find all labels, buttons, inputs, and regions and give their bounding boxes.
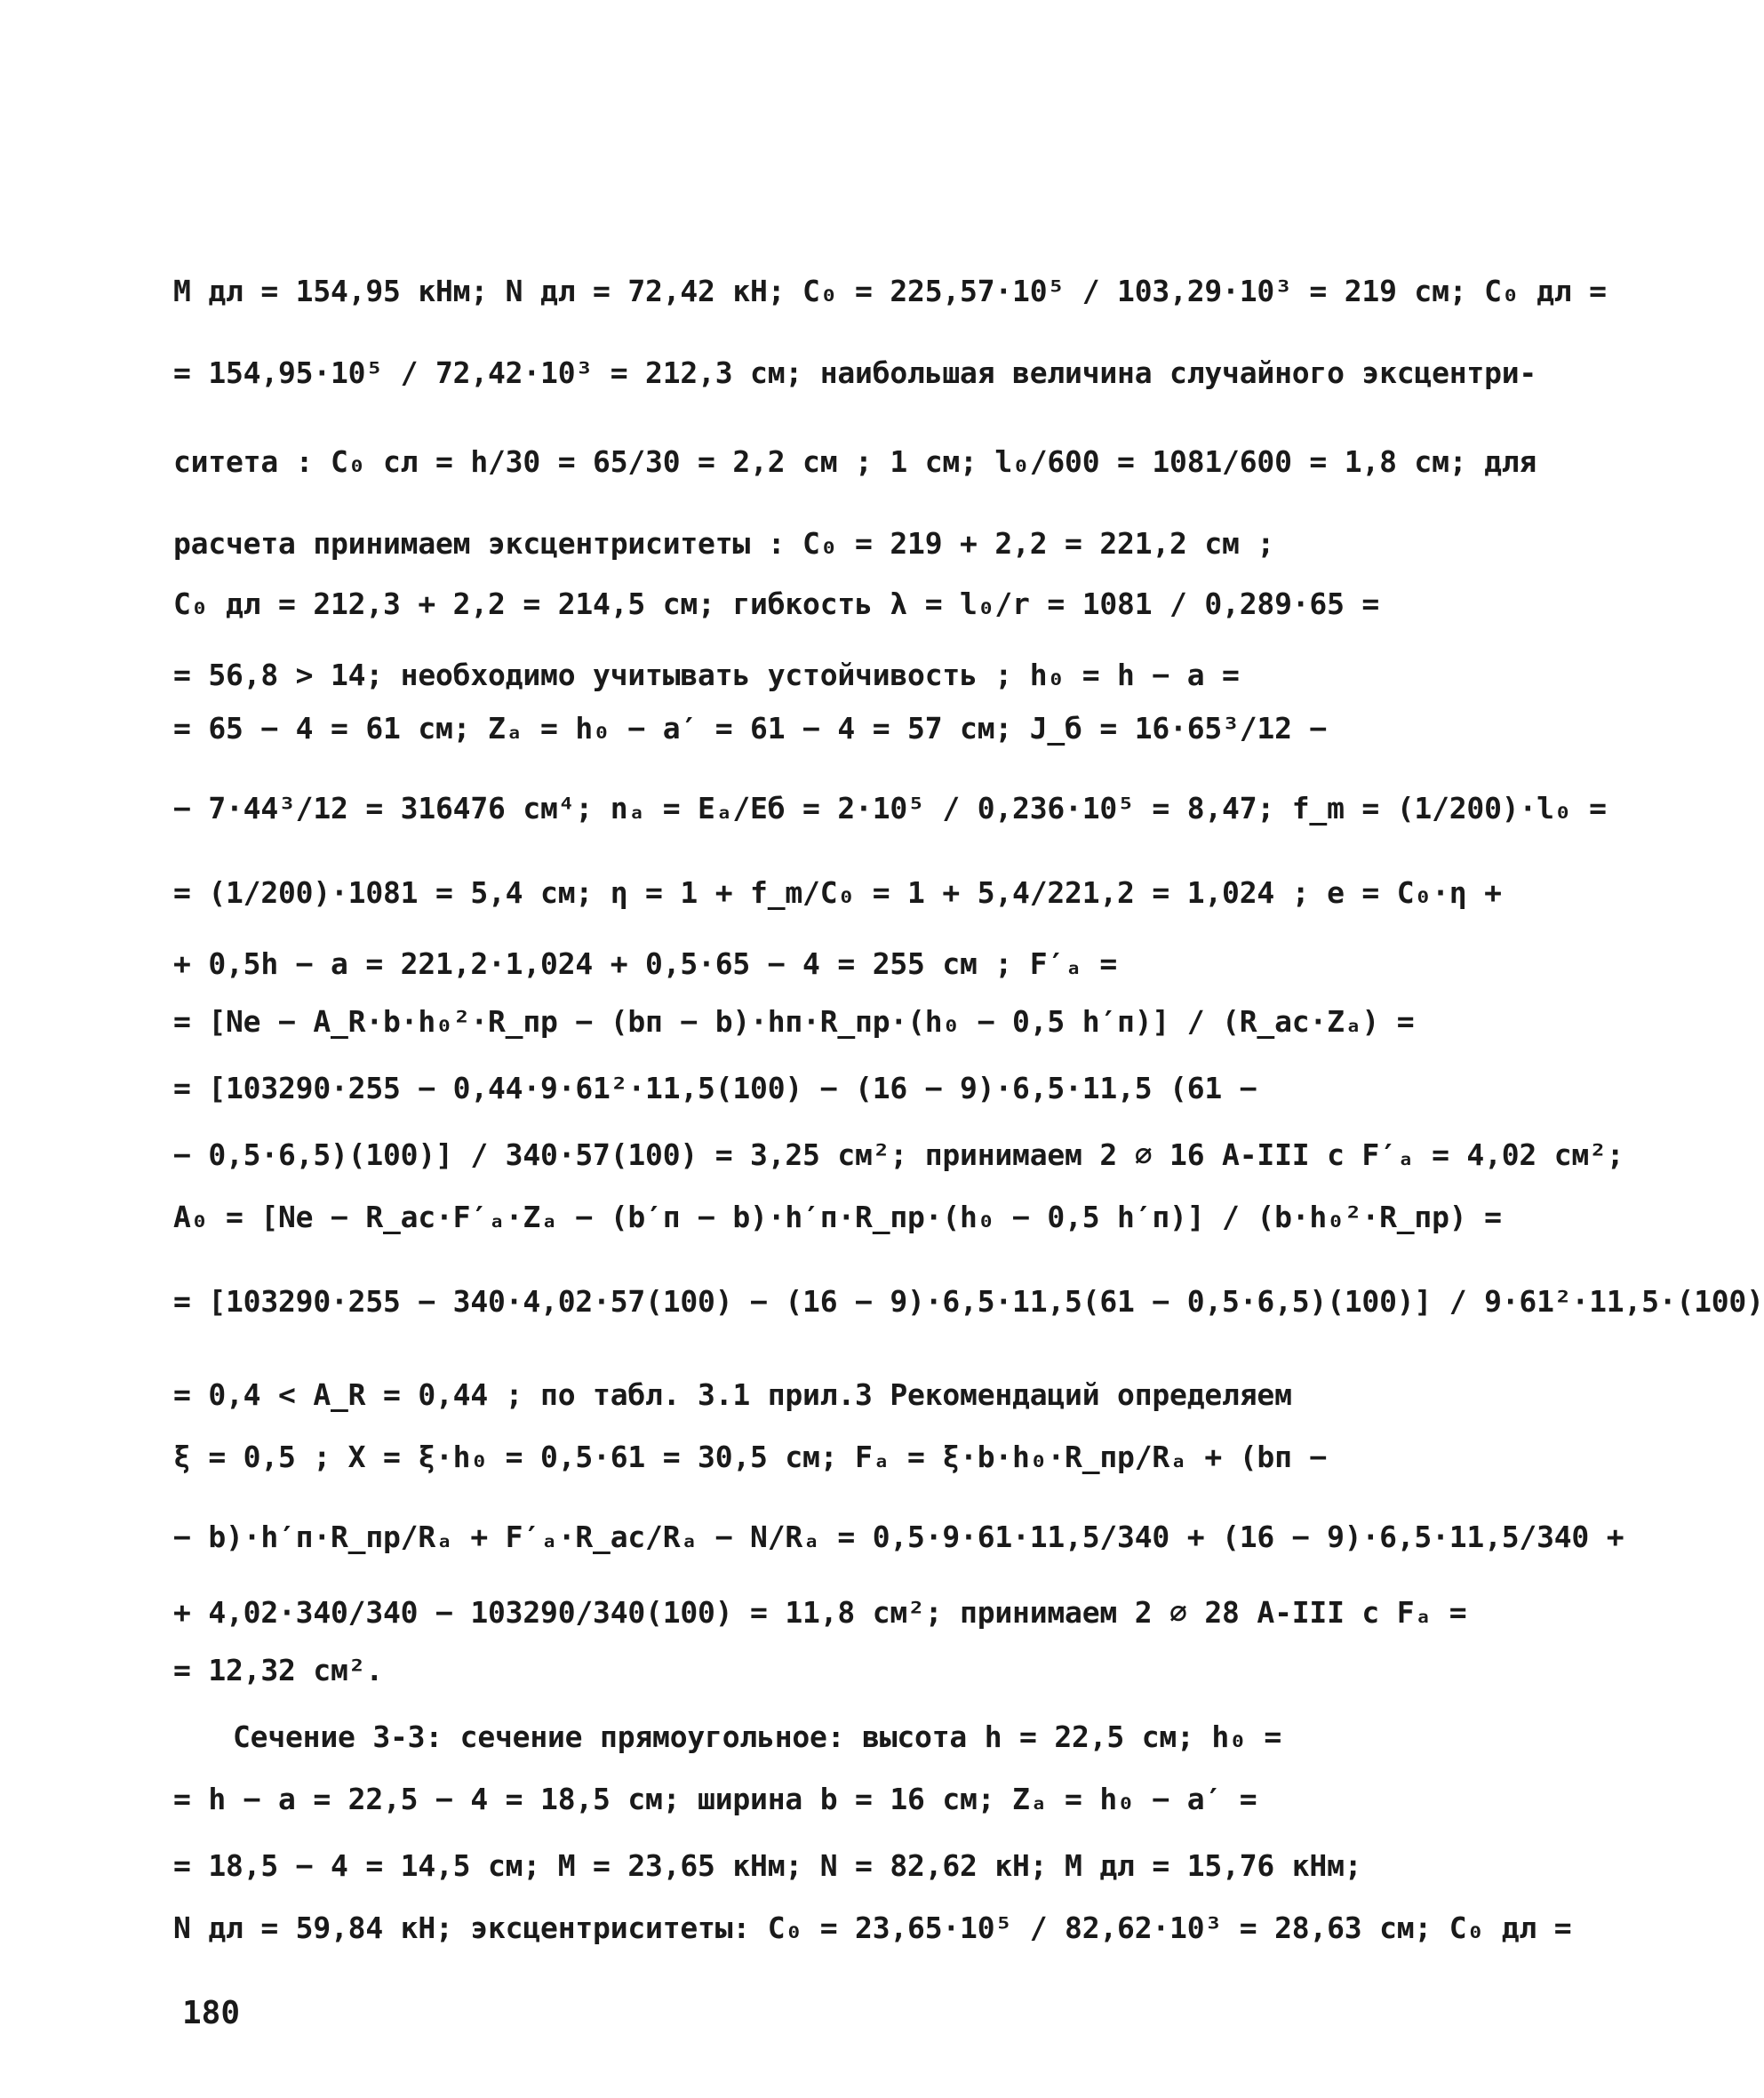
text-line: + 4,02·340/340 − 103290/340(100) = 11,8 см²; принимаем 2 ⌀ 28 А-III с Fₐ = (173, 1595, 1467, 1630)
text-line: расчета принимаем эксцентриситеты : C₀ = 219 + 2,2 = 221,2 см ; (173, 526, 1275, 561)
text-line: = h − a = 22,5 − 4 = 18,5 см; ширина b = 16 см; Zₐ = h₀ − a′ = (173, 1782, 1257, 1816)
text-line: = 65 − 4 = 61 см; Zₐ = h₀ − a′ = 61 − 4 = 57 см; J_б = 16·65³/12 − (173, 711, 1328, 746)
page-number: 180 (182, 1995, 241, 2031)
text-line: = [103290·255 − 0,44·9·61²·11,5(100) − (16 − 9)·6,5·11,5 (61 − (173, 1071, 1257, 1105)
text-line: C₀ дл = 212,3 + 2,2 = 214,5 см; гибкость λ = l₀/r = 1081 / 0,289·65 = (173, 586, 1380, 621)
text-line: + 0,5h − a = 221,2·1,024 + 0,5·65 − 4 = 255 см ; F′ₐ = (173, 946, 1118, 981)
text-line: = [103290·255 − 340·4,02·57(100) − (16 − 9)·6,5·11,5(61 − 0,5·6,5)(100)] / 9·61²·11,5·(100) (173, 1284, 1764, 1319)
text-line: − 0,5·6,5)(100)] / 340·57(100) = 3,25 см²; принимаем 2 ⌀ 16 А-III с F′ₐ = 4,02 см²; (173, 1137, 1624, 1172)
text-line: = 12,32 см². (173, 1653, 384, 1687)
text-line: = 56,8 > 14; необходимо учитывать устойчивость ; h₀ = h − a = (173, 658, 1240, 692)
text-line: = 154,95·10⁵ / 72,42·10³ = 212,3 см; наибольшая величина случайного эксцентри- (173, 355, 1537, 390)
text-line: = (1/200)·1081 = 5,4 см; η = 1 + f_m/C₀ = 1 + 5,4/221,2 = 1,024 ; e = C₀·η + (173, 875, 1502, 910)
text-line: − 7·44³/12 = 316476 см⁴; nₐ = Eₐ/Eб = 2·10⁵ / 0,236·10⁵ = 8,47; f_m = (1/200)·l₀ = (173, 791, 1607, 826)
text-line: ситета : C₀ сл = h/30 = 65/30 = 2,2 см ; 1 см; l₀/600 = 1081/600 = 1,8 см; для (173, 444, 1537, 479)
text-line: = [Ne − A_R·b·h₀²·R_пр − (bп − b)·hп·R_пр·(h₀ − 0,5 h′п)] / (R_ас·Zₐ) = (173, 1004, 1415, 1039)
text-line: ξ = 0,5 ; X = ξ·h₀ = 0,5·61 = 30,5 см; Fₐ = ξ·b·h₀·R_пр/Rₐ + (bп − (173, 1440, 1328, 1474)
text-line: A₀ = [Ne − R_ас·F′ₐ·Zₐ − (b′п − b)·h′п·R_пр·(h₀ − 0,5 h′п)] / (b·h₀²·R_пр) = (173, 1200, 1502, 1234)
text-line: N дл = 59,84 кН; эксцентриситеты: C₀ = 23,65·10⁵ / 82,62·10³ = 28,63 см; C₀ дл = (173, 1911, 1572, 1945)
text-line: Сечение 3-3: сечение прямоугольное: высота h = 22,5 см; h₀ = (233, 1719, 1282, 1754)
text-line: М дл = 154,95 кНм; N дл = 72,42 кН; C₀ = 225,57·10⁵ / 103,29·10³ = 219 см; C₀ дл = (173, 274, 1607, 308)
text-line: = 18,5 − 4 = 14,5 см; M = 23,65 кНм; N = 82,62 кН; М дл = 15,76 кНм; (173, 1848, 1362, 1883)
text-line: − b)·h′п·R_пр/Rₐ + F′ₐ·R_ас/Rₐ − N/Rₐ = 0,5·9·61·11,5/340 + (16 − 9)·6,5·11,5/340 + (173, 1520, 1624, 1554)
text-line: = 0,4 < A_R = 0,44 ; по табл. 3.1 прил.3 Рекомендаций определяем (173, 1377, 1292, 1412)
